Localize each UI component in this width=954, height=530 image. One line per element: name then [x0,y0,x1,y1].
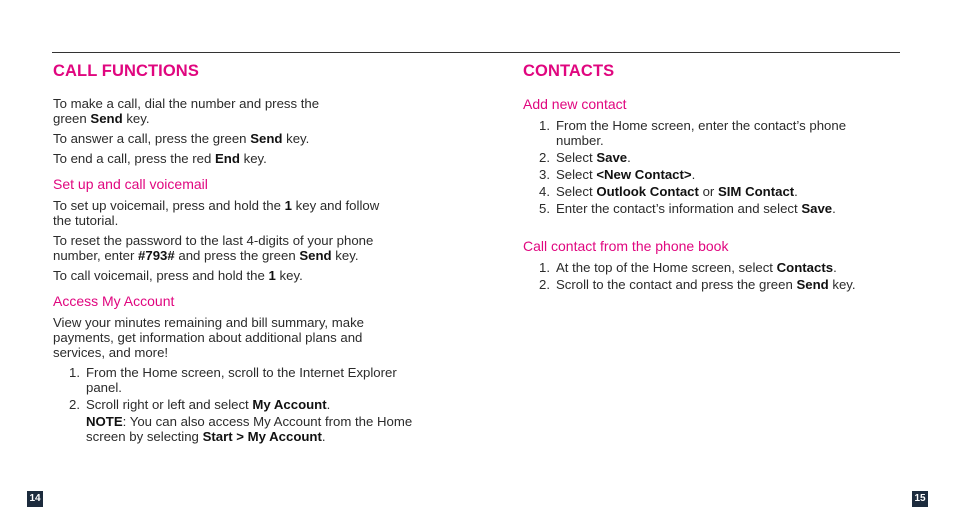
setup-voicemail-text: To set up voicemail, press and hold the 1 key and follow the tutorial. [53,198,380,228]
call-functions-heading: CALL FUNCTIONS [53,62,199,80]
my-account-description: View your minutes remaining and bill summary, make payments, get information about additional plans and services, and more! [53,315,365,360]
reset-password-text: To reset the password to the last 4-digits of your phone number, enter #793# and press the green Send key. [53,233,374,263]
list-item: 2. Scroll right or left and select My Account. [69,397,331,412]
call-contact-steps [523,260,893,292]
contacts-column [523,62,893,294]
call-voicemail-text: To call voicemail, press and hold the 1 key. [53,268,303,283]
list-item: 4. Select Outlook Contact or SIM Contact. [539,184,798,199]
list-item: 1. From the Home screen, scroll to the Internet Explorer panel. [69,365,397,395]
page-number-right: 15 [912,491,928,507]
page-number-left: 14 [27,491,43,507]
add-contact-subheading: Add new contact [523,96,627,112]
call-functions-column [53,62,438,444]
top-rule [52,52,900,53]
answer-call-text: To answer a call, press the green Send key. [53,131,310,146]
contacts-heading: CONTACTS [523,62,615,80]
add-contact-steps [523,118,893,216]
my-account-subheading: Access My Account [53,293,175,309]
list-item: 3. Select <New Contact>. [539,167,696,182]
list-item: 5. Enter the contact’s information and select Save. [539,201,836,216]
list-item: 2. Select Save. [539,150,631,165]
voicemail-subheading: Set up and call voicemail [53,176,208,192]
end-call-text: To end a call, press the red End key. [53,151,267,166]
list-item: 1. At the top of the Home screen, select Contacts. [539,260,837,275]
call-contact-subheading: Call contact from the phone book [523,238,729,254]
make-call-text: To make a call, dial the number and press the green Send key. [53,96,320,126]
my-account-steps [53,365,438,412]
list-item: 1. From the Home screen, enter the contact’s phone number. [539,118,847,148]
list-item: 2. Scroll to the contact and press the green Send key. [539,277,856,292]
note-text: NOTE: You can also access My Account from the Home screen by selecting Start > My Account. [86,414,413,444]
